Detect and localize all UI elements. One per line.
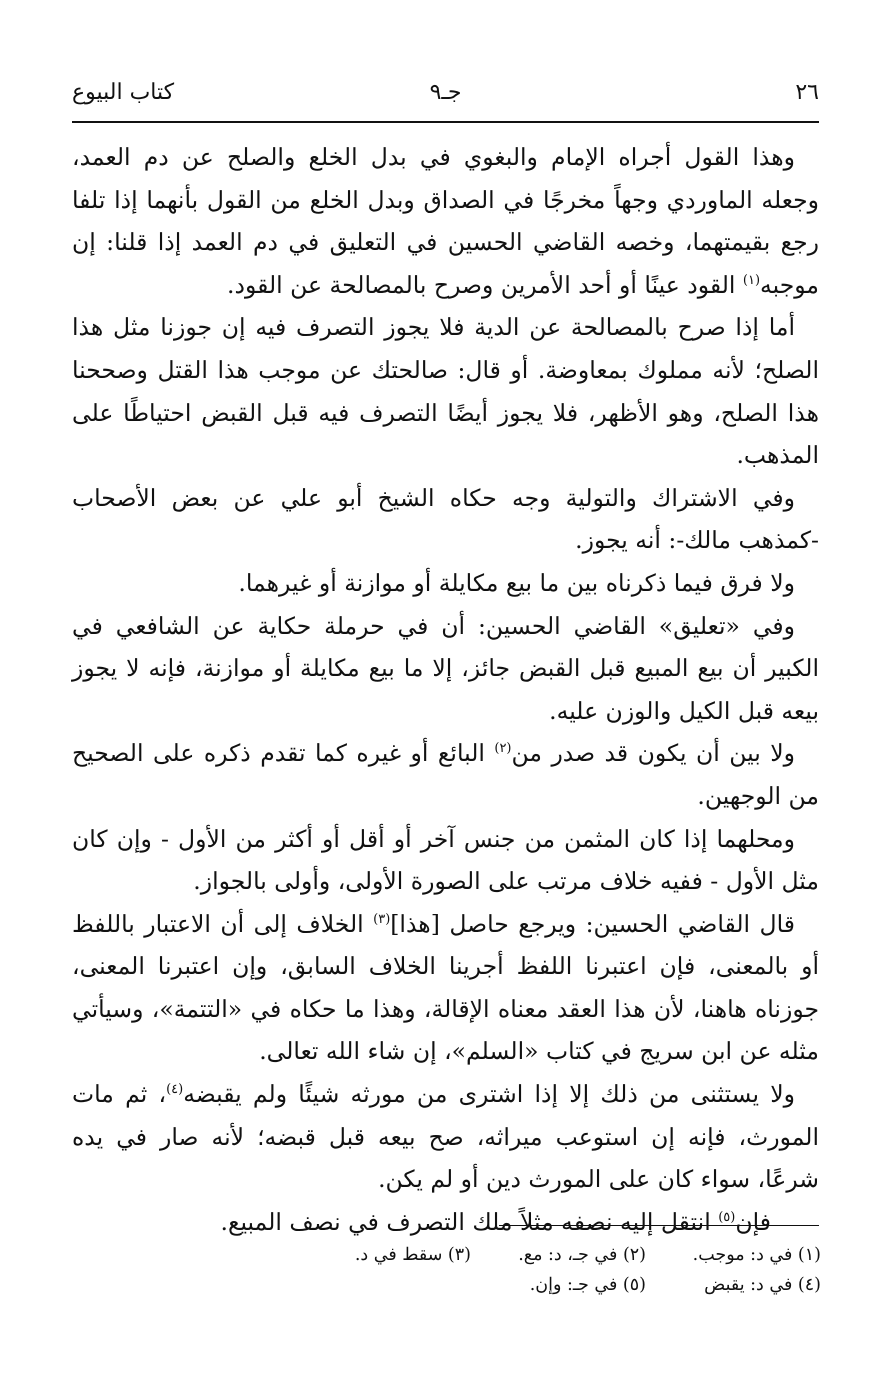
footnote-ref: (١) [742, 272, 761, 288]
footnote-ref: (٤) [166, 1082, 184, 1098]
volume-label: جـ٩ [429, 80, 462, 105]
book-title: كتاب البيوع [72, 80, 175, 105]
paragraph: ومحلهما إذا كان المثمن من جنس آخر أو أقل أو أكثر من الأول - وإن كان مثل الأول - ففيه خلاف مرتب على الصورة الأولى، وأولى بالجواز. [72, 824, 819, 896]
text: القود عينًا أو أحد الأمرين وصرح بالمصالحة عن القود. [227, 270, 743, 299]
paragraph: وفي «تعليق» القاضي الحسين: أن في حرملة حكاية عن الشافعي في الكبير أن بيع المبيع قبل القبض جائز، إلا ما بيع مكايلة أو موازنة، فإنه لا يجوز بيعه قبل الكيل والوزن عليه. [72, 611, 819, 725]
text: فإن [735, 1207, 771, 1236]
paragraph [72, 903, 819, 1073]
text: ولا بين أن يكون قد صدر من [511, 739, 795, 768]
text: البائع أو غيره كما تقدم ذكره على الصحيح من الوجهين. [72, 739, 819, 810]
footnote-ref: (٣) [373, 911, 391, 927]
main-text [72, 136, 819, 1243]
text: قال القاضي الحسين: ويرجع حاصل [هذا] [390, 909, 795, 938]
header-rule [72, 121, 819, 123]
footnote-ref: (٢) [494, 741, 512, 757]
footnote-ref: (٥) [718, 1210, 736, 1226]
footnote: (٥) في جـ: وإن. [529, 1275, 646, 1295]
footnote: (٢) في جـ، د: مع. [518, 1245, 646, 1265]
paragraph [72, 1201, 819, 1244]
page-number: ٢٦ [795, 80, 819, 105]
footnotes [240, 1240, 821, 1300]
paragraph: ولا فرق فيما ذكرناه بين ما بيع مكايلة أو موازنة أو غيرهما. [238, 568, 795, 597]
footnote: (٣) سقط في د. [354, 1245, 471, 1265]
text: الخلاف إلى أن الاعتبار باللفظ أو بالمعنى، فإن اعتبرنا اللفظ أجرينا الخلاف السابق، وإن اعتبرنا المعنى، جوزناه هاهنا، لأن هذا العقد معناه الإقالة، وهذا ما حكاه في «التتمة»، وسيأتي مثله عن ابن سريج في كتاب «السلم»، إن شاء الله تعالى. [72, 909, 819, 1066]
paragraph [72, 136, 819, 306]
footnote: (٤) في د: يقبض [704, 1275, 821, 1295]
footnote-row [240, 1240, 821, 1270]
paragraph [72, 1073, 819, 1201]
footnote-row [240, 1270, 821, 1300]
running-header [72, 74, 819, 120]
paragraph: وفي الاشتراك والتولية وجه حكاه الشيخ أبو علي عن بعض الأصحاب -كمذهب مالك-: أنه يجوز. [72, 483, 819, 555]
text: ، ثم مات المورث، فإنه إن استوعب ميراثه، صح بيعه قبل قبضه؛ لأنه صار في يده شرعًا، سواء كان على المورث دين أو لم يكن. [72, 1080, 819, 1194]
footnote-rule [499, 1225, 819, 1226]
text: ولا يستثنى من ذلك إلا إذا اشترى من مورثه شيئًا ولم يقبضه [183, 1080, 795, 1109]
footnote: (١) في د: موجب. [692, 1245, 821, 1265]
paragraph: أما إذا صرح بالمصالحة عن الدية فلا يجوز التصرف فيه إن جوزنا مثل هذا الصلح؛ لأنه مملوك بمعاوضة. أو قال: صالحتك عن موجب هذا القتل وصححنا هذا الصلح، وهو الأظهر، فلا يجوز أيضًا التصرف فيه قبل القبض احتياطًا على المذهب. [72, 313, 819, 470]
text: انتقل إليه نصفه مثلاً ملك التصرف في نصف المبيع. [220, 1207, 719, 1236]
text: وهذا القول أجراه الإمام والبغوي في بدل الخلع والصلح عن دم العمد، وجعله الماوردي وجهاً مخرجًا في الصداق وبدل الخلع من القول بأنهما إذا تلفا رجع بقيمتهما، وخصه القاضي الحسين في التعليق في دم العمد إذا قلنا: إن موجبه [72, 143, 819, 299]
paragraph [72, 732, 819, 817]
